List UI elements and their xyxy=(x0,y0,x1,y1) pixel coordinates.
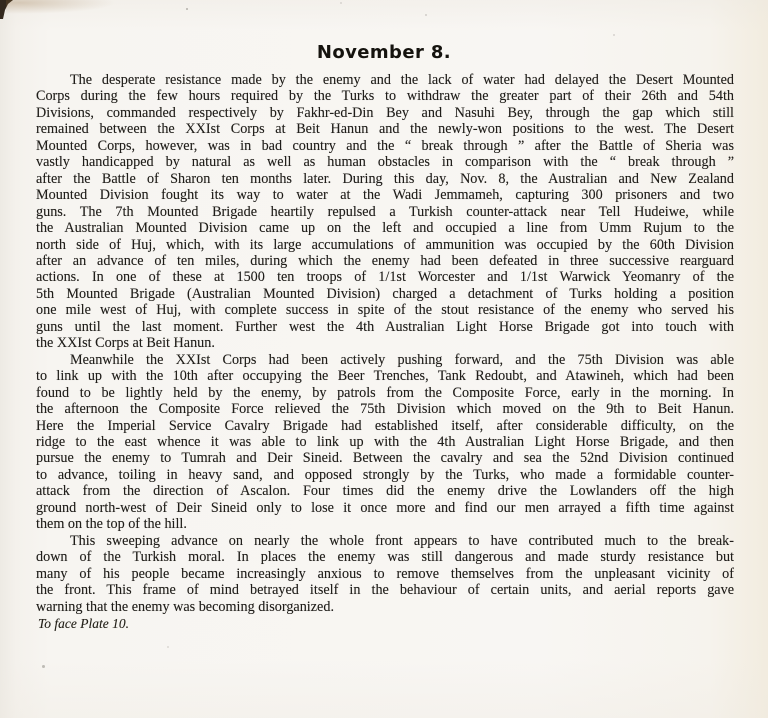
page-title: November 8. xyxy=(316,42,452,63)
text-line: many of his people became increasingly anxious to remove themselves from the unpleasant vicinity of xyxy=(36,565,734,582)
scan-speck xyxy=(42,665,45,668)
paragraph xyxy=(36,533,734,615)
text-line: Divisions, commanded respectively by Fakhr-ed-Din Bey and Nasuhi Bey, through the gap which still xyxy=(36,104,734,121)
text-line: attack from the direction of Ascalon. Four times did the enemy drive the Lowlanders off the high xyxy=(36,483,734,500)
text-line: north side of Huj, which, with its large accumulations of ammunition was occupied by the 60th Division xyxy=(36,236,734,253)
text-line: after the Battle of Sharon ten months later. During this day, Nov. 8, the Australian and New Zealand xyxy=(36,170,734,187)
scan-speck xyxy=(425,14,427,16)
text-line: actions. In one of these at 1500 ten troops of 1/1st Worcester and 1/1st Warwick Yeomanry of the xyxy=(36,269,734,286)
text-line: them on the top of the hill. xyxy=(36,516,187,533)
text-line: 5th Mounted Brigade (Australian Mounted Division) charged a detachment of Turks holding a position xyxy=(36,285,734,302)
footer-note: To face Plate 10. xyxy=(38,616,129,631)
text-line: the Australian Mounted Division came up on the left and occupied a line from Umm Rujum to the xyxy=(36,220,734,237)
scan-speck xyxy=(167,646,169,648)
body-text xyxy=(36,72,734,615)
text-line: after an advance of ten miles, during which the enemy had been defeated in three successive rearguard xyxy=(36,252,734,269)
scan-corner-artifact xyxy=(0,0,16,19)
text-line: guns until the last moment. Further west the 4th Australian Light Horse Brigade got into touch with xyxy=(36,318,734,335)
text-line: to link up with the 10th after occupying the Beer Trenches, Tank Redoubt, and Atawineh, which had been xyxy=(36,368,734,385)
text-line: ridge to the east whence it was able to link up with the 4th Australian Light Horse Brigade, and then xyxy=(36,433,734,450)
paragraph xyxy=(36,72,734,352)
text-line: the front. This frame of mind betrayed itself in the behaviour of certain units, and aerial reports gave xyxy=(36,582,734,599)
text-line: Corps during the few hours required by the Turks to withdraw the greater part of their 26th and 54th xyxy=(36,88,734,105)
paragraph xyxy=(36,352,734,533)
text-line: vastly handicapped by natural as well as human obstacles in comparison with the “ break through ” xyxy=(36,154,734,171)
text-line: remained between the XXIst Corps at Beit Hanun and the newly-won positions to the west. The Desert xyxy=(36,121,734,138)
scan-speck xyxy=(186,8,188,10)
text-line: one mile west of Huj, with complete success in spite of the stout resistance of the enemy who served his xyxy=(36,302,734,319)
text-line: Here the Imperial Service Cavalry Brigade had established itself, after considerable difficulty, on the xyxy=(36,417,734,434)
text-line: Mounted Division fought its way to water at the Wadi Jemmameh, capturing 300 prisoners and two xyxy=(36,187,734,204)
scan-smudge xyxy=(6,0,116,14)
scan-speck xyxy=(340,2,342,4)
text-line: warning that the enemy was becoming disorganized. xyxy=(36,598,334,615)
text-line: the afternoon the Composite Force relieved the 75th Division which moved on the 9th to Beit Hanun. xyxy=(36,401,734,418)
text-line: This sweeping advance on nearly the whole front appears to have contributed much to the break- xyxy=(70,532,734,549)
scan-speck xyxy=(613,34,615,36)
text-line: Meanwhile the XXIst Corps had been actively pushing forward, and the 75th Division was able xyxy=(70,351,734,368)
text-line: found to be lightly held by the enemy, by patrols from the Composite Force, early in the morning. In xyxy=(36,384,734,401)
text-line: to advance, toiling in heavy sand, and opposed strongly by the Turks, who made a formidable counter- xyxy=(36,466,734,483)
text-line: The desperate resistance made by the enemy and the lack of water had delayed the Desert Mounted xyxy=(70,72,734,88)
text-line: down of the Turkish moral. In places the enemy was still dangerous and made sturdy resistance but xyxy=(36,549,734,566)
text-line: pursue the enemy to Tumrah and Deir Sineid. Between the cavalry and sea the 52nd Division continued xyxy=(36,450,734,467)
text-line: Mounted Corps, however, was in bad country and the “ break through ” after the Battle of Sheria was xyxy=(36,137,734,154)
text-line: the XXIst Corps at Beit Hanun. xyxy=(36,335,215,352)
text-line: ground north-west of Deir Sineid only to lose it once more and find our men arrayed a fifth time against xyxy=(36,499,734,516)
text-line: guns. The 7th Mounted Brigade heartily repulsed a Turkish counter-attack near Tell Hudeiwe, while xyxy=(36,203,734,220)
